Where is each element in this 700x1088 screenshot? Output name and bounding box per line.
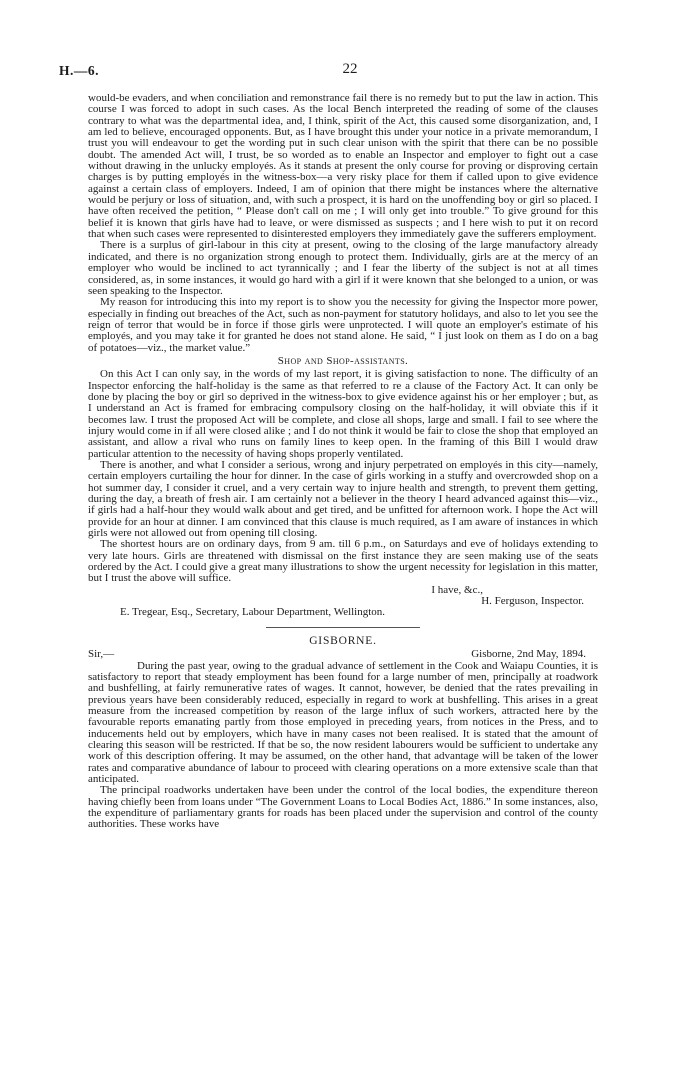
section-heading: Shop and Shop-assistants. (277, 354, 409, 367)
paragraph-dinner-hour: There is another, and what I consider a serious, wrong and injury perpetrated on employés in this city—namely, certain employers curtailing the hour for dinner. In the case of girls working in a stuffy and overcrowded shop on a hot summer day, I consider it cruel, and a very certain way to injure health and strength, to prevent them getting, during the day, a breath of fresh air. I am certainly not a believer in the theory I heard advanced against this—viz., if girls had a half-hour they would walk about and get tired, and be unfitted for afternoon work. I hope the Act will provide for an hour at dinner. I am convinced that this clause is much required, as I am aware of instances in which girls were not allowed out from opening till closing. (88, 459, 598, 540)
paragraph-roadworks: The principal roadworks undertaken have been under the control of the local bodies, the expenditure thereon having chiefly been from loans under “The Government Loans to Local Bodies Act, 1886.” In some instances, also, the expenditure of parliamentary grants for roads has been placed under the supervision and control of the county authorities. These works have (88, 784, 598, 831)
dateline: Gisborne, 2nd May, 1894. (471, 648, 586, 661)
salutation-row (88, 649, 598, 660)
section-divider (266, 627, 420, 628)
paragraph-half-holiday: On this Act I can only say, in the words of my last report, it is giving satisfaction to none. The difficulty of an Inspector enforcing the half-holiday is the same as that referred to re a clause of the Factory Act. It can only be done by placing the boy or girl so deprived in the witness-box to give evidence against his or her employer ; but, as I understand an Act is framed for embracing compulsory closing on the half-holiday, it will obviate this if it becomes law. I trust the proposed Act will be complete, and close all shops, large and small. I fail to see where the injury would come in if all were closed alike ; and I do not think it would be fair to close the shop that employed an assistant, and allow a rival who runs on family lines to keep open. In the framing of this Bill I would draw particular attention to the necessity of having shops properly ventilated. (88, 368, 598, 460)
paragraph-girl-labour: There is a surplus of girl-labour in this city at present, owing to the closing of the large manufactory already indicated, and there is no organization strong enough to protect them. Individually, girls are at the mercy of an employer who would be inclined to act tyrannically ; and I fear the liberty of the subject is not at all times considered, as, in some instances, it would go hard with a girl if it were known that she belonged to a union, or was seen speaking to the Inspector. (88, 239, 598, 297)
document-body (88, 93, 598, 831)
page-number: 22 (342, 61, 358, 77)
paragraph-continued: would-be evaders, and when conciliation and remonstrance fail there is no remedy but to put the law in action. This course I was forced to adopt in such cases. As the local Bench interpreted the reading of some of the clauses contrary to what was the departmental idea, and, I think, spirit of the Act, this caused some disorganization, and, I am led to believe, encouraged opponents. But, as I have brought this under your notice in a private memorandum, I trust you will endeavour to get the wording put in such clear unison with the spirit that there can be no possible doubt. The amended Act will, I trust, be so worded as to enable an Inspector and employer to fight out a case without drawing in the unlucky employés. As it stands at present the only course for proving or disproving certain charges is by putting employés in the witness-box—a very risky place for them if called upon to give evidence against a certain class of employers. Indeed, I am of opinion that there might be instances where the alternative would be perjury or loss of situation, and, with such a prospect, it is hard on the unoffending boy or girl so placed. I have often received the petition, “ Please don't call on me ; I will only get into trouble.” To give ground for this belief it is known that girls have had to leave, or were dismissed as suspects ; and I here wish to put it on record that when such cases were represented to disinterested employers they immediately gave the sufferers employment. (88, 92, 598, 241)
gisborne-heading: GISBORNE. (309, 634, 377, 647)
paragraph-employment: During the past year, owing to the gradual advance of settlement in the Cook and Waiapu Counties, it is satisfactory to report that steady employment has been found for a large number of men, principally at roadwork and bushfelling, at fairly remunerative rates of wages. It cannot, however, be denied that the rates prevailing in previous years have been considerably reduced, especially in regard to work at bushfelling. This arises in a great measure from the increased competition by reason of the large influx of such workers, attracted here by the favourable reports emanating partly from those employed in preceding years, from notices in the Press, and to inducements held out by employers, which have in many cases not been realised. It is stated that the amount of clearing this season will be restricted. If that be so, the now resident labourers would be sufficient to undertake any work of this description offering. It may be assumed, on the other hand, that advantage will be taken of the lower rates and comparative abundance of labour to proceed with clearing operations on a more extensive scale than that anticipated. (88, 659, 598, 785)
addressee: E. Tregear, Esq., Secretary, Labour Department, Wellington. (120, 606, 386, 619)
salutation: Sir,— (88, 648, 115, 661)
paragraph-inspector-power: My reason for introducing this into my report is to show you the necessity for giving the Inspector more power, especially in finding out breaches of the Act, such as non-payment for statutory holidays, and also to let you see the reign of terror that would be in force if those girls were unprotected. I will quote an employer's estimate of his employés, and you may take it for granted he does not stand alone. He said, “ I just look on them as I do on a bag of potatoes—viz., the market value.” (88, 296, 598, 354)
paragraph-shortest-hours: The shortest hours are on ordinary days, from 9 am. till 6 p.m., on Saturdays and eve of holidays extending to very late hours. Girls are threatened with dismissal on the first instance they are seen making use of the seats ordered by the Act. I could give a great many illustrations to show the urgent necessity for legislation in this matter, but I trust the above will suffice. (88, 538, 598, 585)
report-code: H.—6. (59, 63, 100, 78)
signature: H. Ferguson, Inspector. (481, 595, 584, 608)
closing-line: I have, &c., (431, 583, 483, 596)
